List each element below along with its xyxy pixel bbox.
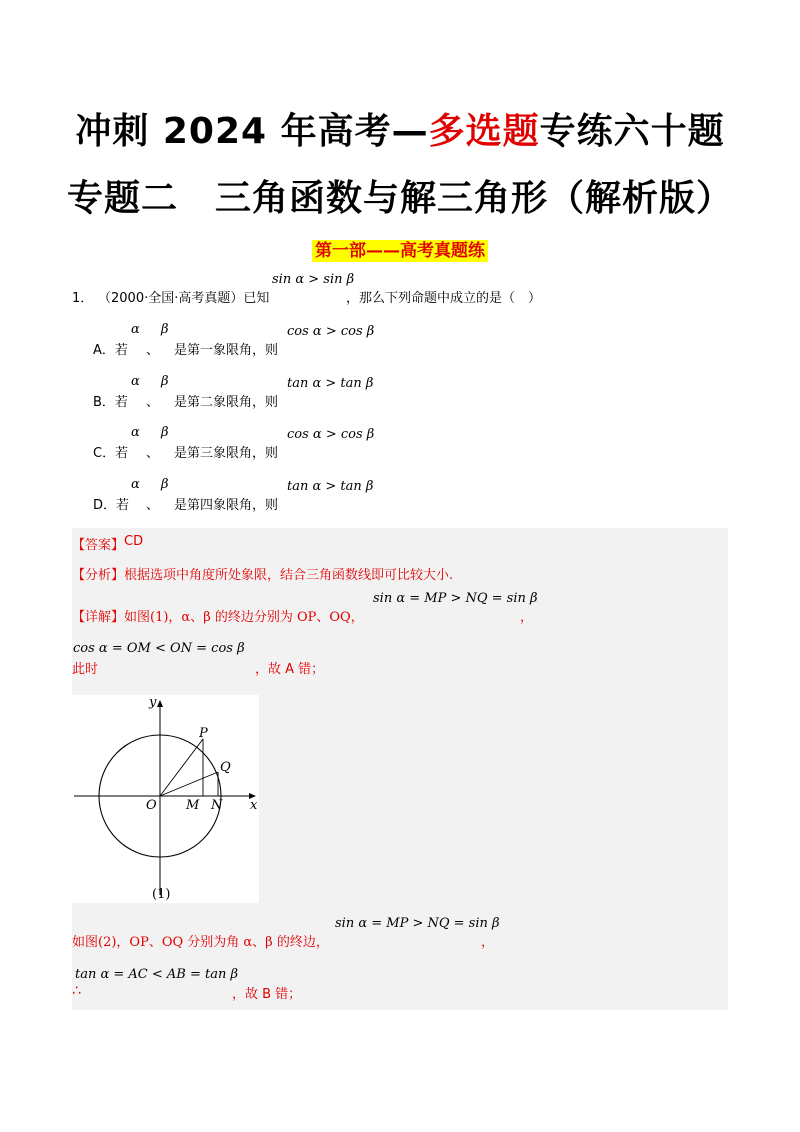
analysis-text: 根据选项中角度所处象限，结合三角函数线即可比较大小. bbox=[124, 568, 454, 583]
detail-text: 如图(1)，α、β 的终边分别为 OP、OQ， bbox=[124, 610, 364, 625]
label-m: M bbox=[186, 798, 200, 813]
answer-label: 【答案】 bbox=[72, 538, 125, 553]
detail-formula: sin α = MP > NQ = sin β bbox=[373, 591, 538, 606]
fig2-formula: sin α = MP > NQ = sin β bbox=[335, 916, 500, 931]
detail-comma: ， bbox=[520, 610, 534, 625]
unit-circle-diagram bbox=[72, 695, 259, 903]
figure-caption: (1) bbox=[152, 887, 171, 902]
title-part2: 专练六十题 bbox=[539, 111, 725, 152]
label-y: y bbox=[149, 695, 157, 710]
tan-formula: tan α = AC < AB = tan β bbox=[75, 967, 239, 982]
therefore-symbol: ∴ bbox=[72, 983, 81, 999]
unit-circle-figure bbox=[72, 695, 259, 903]
main-title bbox=[0, 103, 800, 154]
title-part1: 冲刺 2024 年高考— bbox=[75, 111, 429, 152]
label-q: Q bbox=[220, 760, 231, 775]
fig2-text: 如图(2)，OP、OQ 分别为角 α、β 的终边， bbox=[72, 935, 329, 950]
fig2-comma: ， bbox=[481, 935, 495, 950]
label-x: x bbox=[250, 798, 258, 813]
question-number: 1． bbox=[72, 291, 94, 306]
detail-label: 【详解】 bbox=[72, 610, 125, 625]
cos-formula: cos α = OM < ON = cos β bbox=[73, 641, 245, 656]
question-stem-tail: ，那么下列命题中成立的是（ ） bbox=[346, 291, 542, 306]
subtitle: 专题二 三角函数与解三角形（解析版） bbox=[66, 178, 733, 219]
title-red: 多选题 bbox=[428, 111, 540, 152]
question-source: （2000·全国·高考真题）已知 bbox=[98, 291, 270, 306]
label-n: N bbox=[211, 798, 223, 813]
label-o: O bbox=[146, 798, 157, 813]
cos-tail: ，故 A 错； bbox=[255, 662, 325, 677]
answer-value: CD bbox=[124, 534, 144, 549]
question-condition: sin α > sin β bbox=[272, 272, 355, 287]
analysis-label: 【分析】 bbox=[72, 568, 125, 583]
cos-prefix: 此时 bbox=[72, 662, 99, 677]
section-heading: 第一部——高考真题练 bbox=[0, 236, 800, 261]
tan-tail: ，故 B 错； bbox=[232, 987, 302, 1002]
label-p: P bbox=[199, 726, 208, 741]
